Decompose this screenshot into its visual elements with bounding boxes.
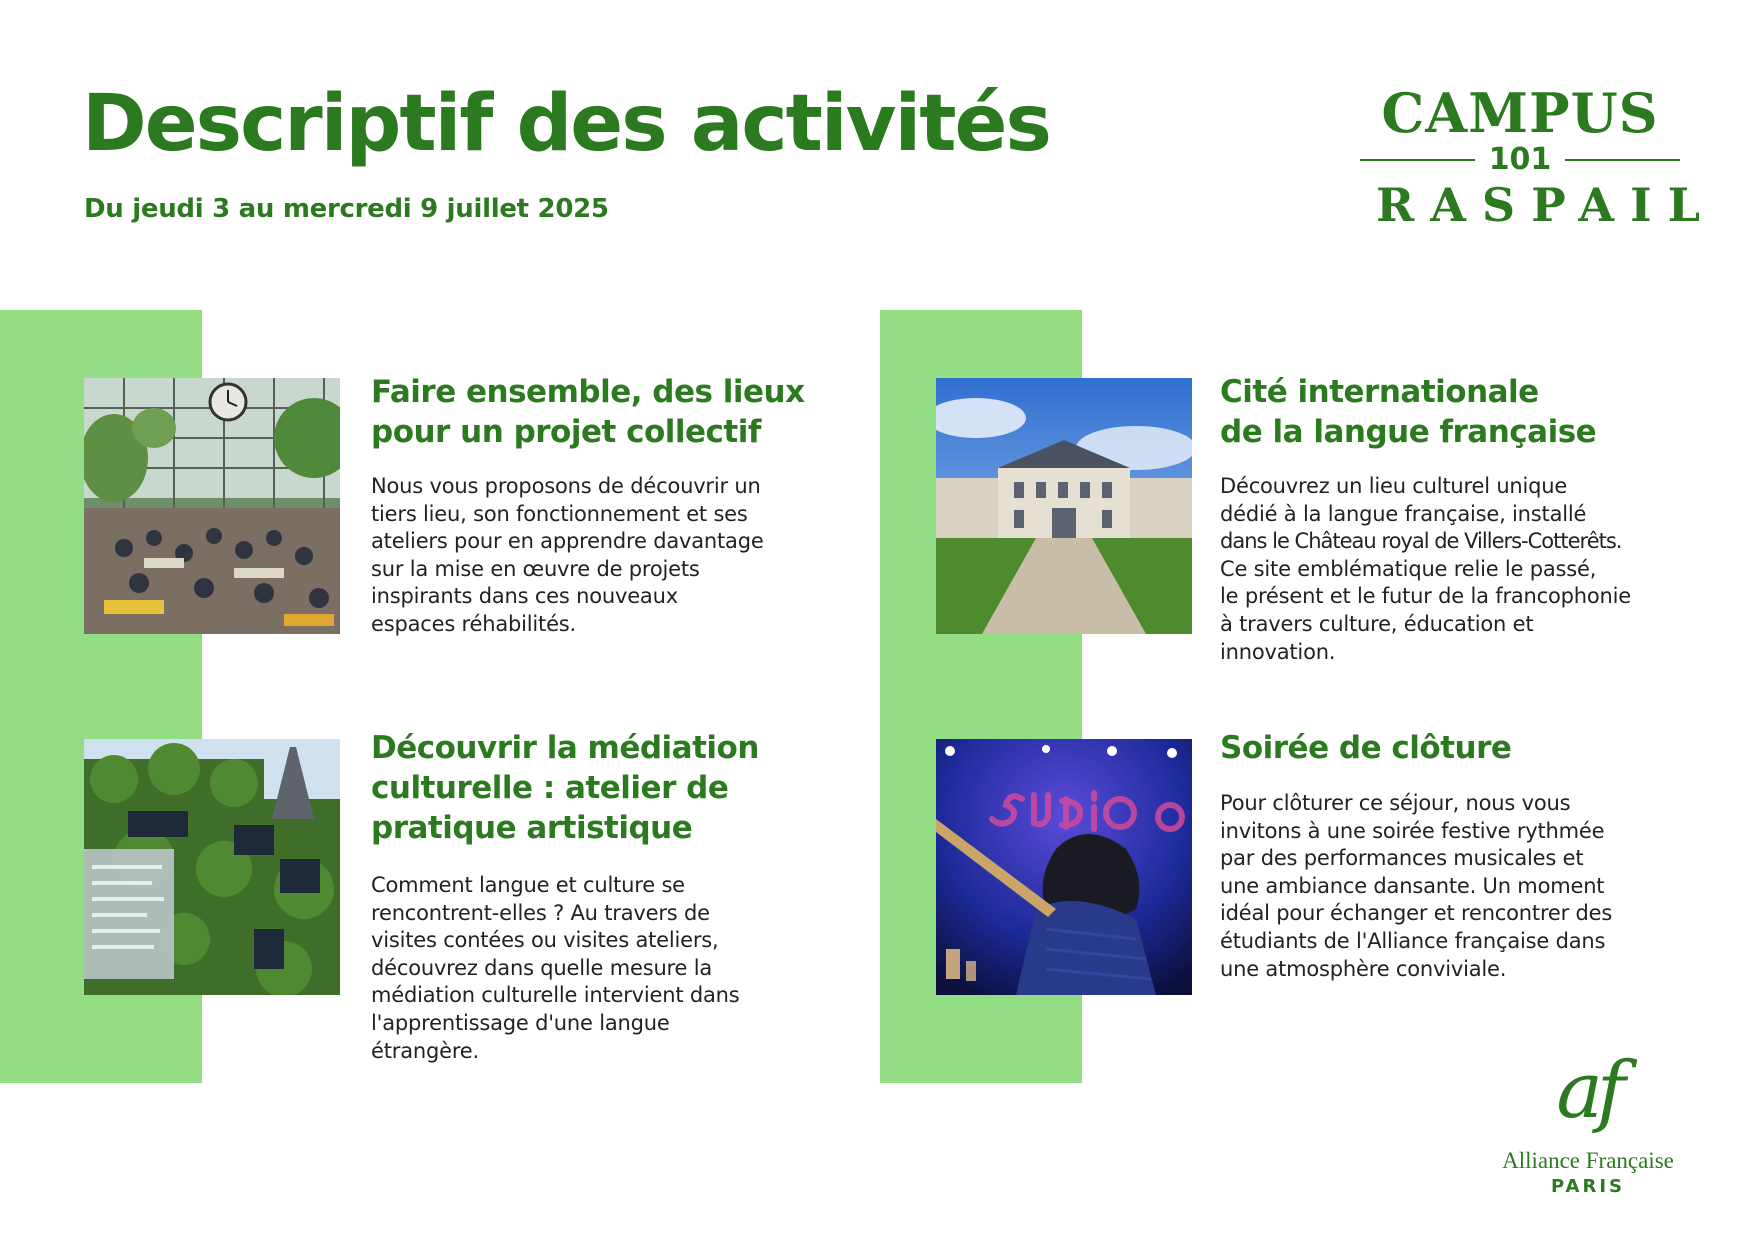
activity-3-body-line: médiation culturelle intervient dans xyxy=(371,983,740,1008)
activity-1-title-line: Faire ensemble, des lieux xyxy=(371,374,805,410)
green-wall-photo xyxy=(84,739,340,995)
activity-4-body-line: invitons à une soirée festive rythmée xyxy=(1220,818,1605,843)
campus-logo-line1: CAMPUS xyxy=(1381,81,1659,145)
alliance-francaise-logo xyxy=(1498,1046,1678,1202)
activity-1-body-line: ateliers pour en apprendre davantage xyxy=(371,529,764,554)
activity-1-description xyxy=(371,473,764,639)
activity-4-description xyxy=(1220,790,1612,983)
activity-3-body-line: visites contées ou visites ateliers, xyxy=(371,928,719,953)
activity-2-title-line: de la langue française xyxy=(1220,414,1597,450)
af-logo-city: PARIS xyxy=(1551,1176,1625,1197)
campus-logo-line3: RASPAIL xyxy=(1376,178,1716,232)
campus-logo-number-row xyxy=(1360,144,1680,176)
activity-3-body-line: rencontrent-elles ? Au travers de xyxy=(371,900,710,925)
af-logo-mark: af xyxy=(1556,1046,1620,1136)
activity-2-body-line: Ce site emblématique relie le passé, xyxy=(1220,556,1597,581)
activity-4-body-line: une atmosphère conviviale. xyxy=(1220,956,1507,981)
campus-logo-line2: 101 xyxy=(1488,142,1552,177)
page-subtitle-dates: Du jeudi 3 au mercredi 9 juillet 2025 xyxy=(84,194,609,224)
activity-3-title xyxy=(371,728,759,848)
activity-2-title-line: Cité internationale xyxy=(1220,374,1539,410)
activity-1-body-line: espaces réhabilités. xyxy=(371,611,577,636)
chateau-photo xyxy=(936,378,1192,634)
activity-3-description xyxy=(371,872,739,1065)
activity-4-body-line: une ambiance dansante. Un moment xyxy=(1220,873,1605,898)
campus-raspail-logo xyxy=(1360,81,1716,232)
activity-3-body-line: étrangère. xyxy=(371,1038,479,1063)
activity-1-body-line: sur la mise en œuvre de projets xyxy=(371,556,700,581)
af-logo-name: Alliance Française xyxy=(1502,1148,1674,1173)
activity-1-body-line: Nous vous proposons de découvrir un xyxy=(371,474,761,498)
activity-2-description xyxy=(1220,473,1631,666)
activity-2-body-line: Découvrez un lieu culturel unique xyxy=(1220,474,1568,498)
tiers-lieu-photo xyxy=(84,378,340,634)
activity-4-body-line: idéal pour échanger et rencontrer des xyxy=(1220,901,1613,926)
activity-1-body-line: tiers lieu, son fonctionnement et ses xyxy=(371,501,748,526)
activity-1-title-line: pour un projet collectif xyxy=(371,414,761,450)
activity-2-body-line: innovation. xyxy=(1220,639,1336,664)
activity-4-body-line: étudiants de l'Alliance française dans xyxy=(1220,928,1606,953)
activity-1-body-line: inspirants dans ces nouveaux xyxy=(371,584,678,609)
activity-3-title-line: pratique artistique xyxy=(371,810,693,846)
activity-1-title xyxy=(371,372,805,452)
logo-rule-right xyxy=(1565,159,1680,161)
activity-3-title-line: culturelle : atelier de xyxy=(371,770,729,806)
activity-4-title-line: Soirée de clôture xyxy=(1220,730,1512,766)
activity-2-title xyxy=(1220,372,1596,452)
activity-4-body-line: Pour clôturer ce séjour, nous vous xyxy=(1220,791,1571,815)
activity-2-body-line: à travers culture, éducation et xyxy=(1220,611,1534,636)
logo-rule-left xyxy=(1360,159,1475,161)
activity-2-body-line: dans le Château royal de Villers-Cotterêts. xyxy=(1220,529,1622,554)
activity-3-body-line: l'apprentissage d'une langue xyxy=(371,1010,670,1035)
activity-3-body-line: Comment langue et culture se xyxy=(371,873,685,897)
activity-4-title xyxy=(1220,728,1511,768)
concert-photo xyxy=(936,739,1192,995)
activity-2-body-line: dédié à la langue française, installé xyxy=(1220,501,1587,526)
activity-2-body-line: le présent et le futur de la francophonie xyxy=(1220,584,1632,609)
page-title: Descriptif des activités xyxy=(82,79,1050,169)
activity-4-body-line: par des performances musicales et xyxy=(1220,846,1584,871)
activity-3-title-line: Découvrir la médiation xyxy=(371,730,759,766)
activity-3-body-line: découvrez dans quelle mesure la xyxy=(371,955,713,980)
